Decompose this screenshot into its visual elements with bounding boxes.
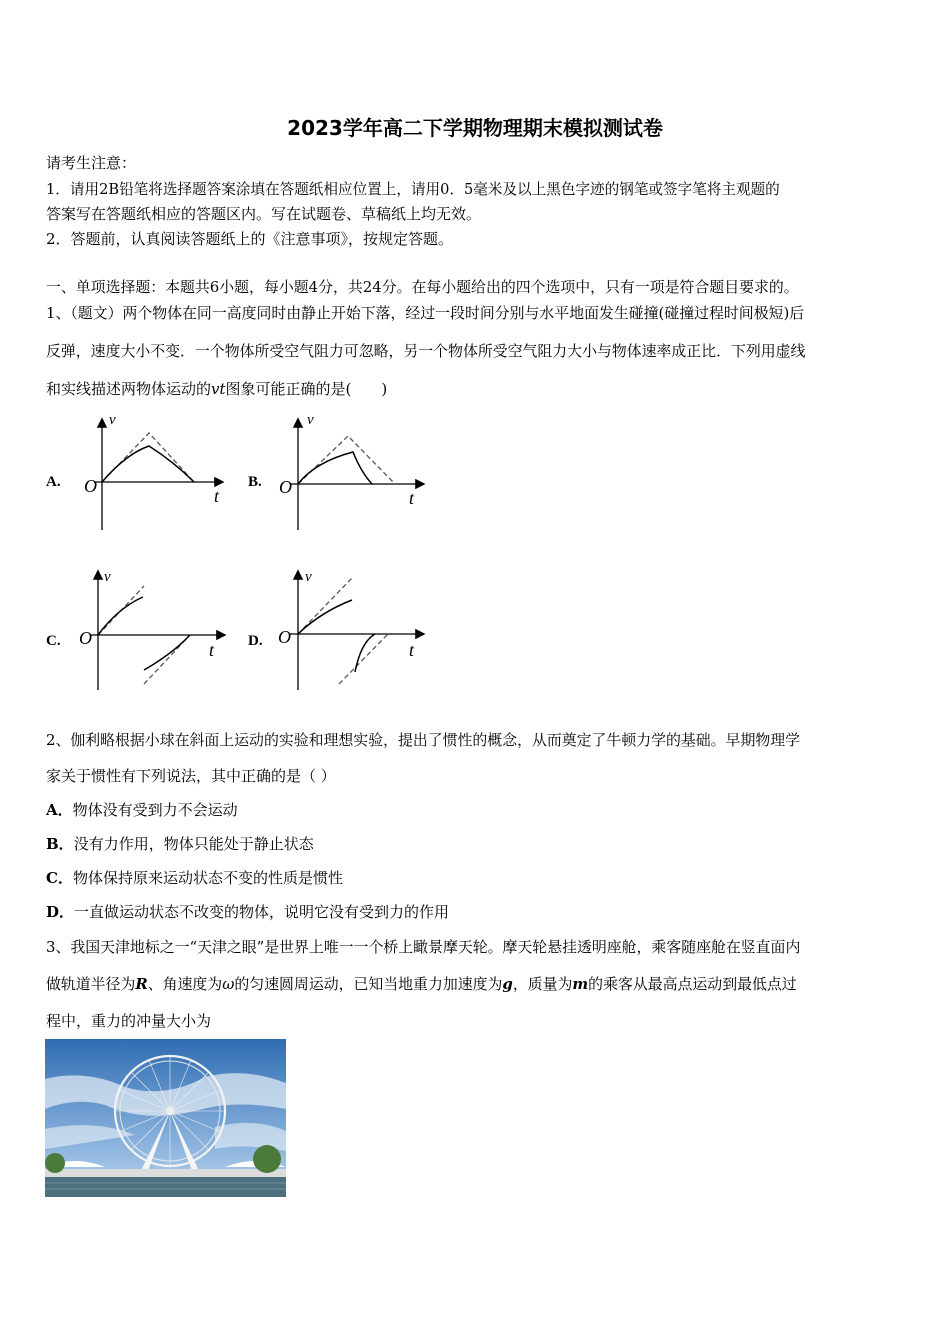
notice-heading: 请考生注意： bbox=[46, 154, 137, 172]
q1-line-3 bbox=[46, 378, 387, 399]
solid-line bbox=[102, 446, 194, 482]
tree bbox=[253, 1145, 281, 1173]
q3-text: 的乘客从最高点运动到最低点过 bbox=[588, 975, 797, 993]
option-letter: C． bbox=[46, 869, 73, 887]
dashed-line bbox=[298, 436, 395, 484]
option-text: 物体保持原来运动状态不变的性质是惯性 bbox=[72, 869, 343, 887]
v-axis-label: v bbox=[104, 569, 111, 585]
section-heading: 一、单项选择题：本题共6小题，每小题4分，共24分。在每小题给出的四个选项中，只有一项是符合题目要求的。 bbox=[46, 278, 799, 296]
q3-line-3: 程中，重力的冲量大小为 bbox=[46, 1012, 212, 1030]
var-omega: ω bbox=[222, 975, 235, 993]
q1-line-3a: 和实线描述两物体运动的 bbox=[46, 380, 212, 398]
option-text: 一直做运动状态不改变的物体，说明它没有受到力的作用 bbox=[74, 903, 450, 921]
option-a-label[interactable]: A. bbox=[46, 474, 61, 490]
q3-text: 、角速度为 bbox=[147, 975, 223, 993]
q1-line-1: 1、（题文）两个物体在同一高度同时由静止开始下落，经过一段时间分别与水平地面发生碰撞(碰撞过程时间极短)后 bbox=[46, 304, 805, 322]
option-c-label[interactable]: C. bbox=[46, 633, 61, 649]
q1-line-2: 反弹，速度大小不变．一个物体所受空气阻力可忽略，另一个物体所受空气阻力大小与物体速率成正比．下列用虚线 bbox=[46, 342, 806, 360]
origin-label: O bbox=[279, 477, 292, 497]
q1-line-3b: 图象可能正确的是( ) bbox=[225, 380, 388, 398]
var-g: g bbox=[502, 975, 513, 993]
origin-label: O bbox=[278, 627, 291, 647]
q2-option-d[interactable] bbox=[46, 901, 449, 922]
q3-line-1: 3、我国天津地标之一“天津之眼”是世界上唯一一个桥上瞰景摩天轮。摩天轮悬挂透明座舱，乘客随座舱在竖直面内 bbox=[46, 938, 801, 956]
t-axis-label: t bbox=[409, 488, 415, 508]
tianjin-eye-photo bbox=[45, 1039, 286, 1197]
solid-line-down bbox=[355, 634, 375, 672]
q3-line-2 bbox=[46, 973, 797, 994]
q2-option-a[interactable] bbox=[46, 799, 238, 820]
vt-variable: vt bbox=[211, 380, 226, 398]
graph-b bbox=[275, 410, 435, 535]
solid-line-up bbox=[298, 600, 352, 634]
notice-line-1: 1．请用2B铅笔将选择题答案涂填在答题纸相应位置上，请用0．5毫米及以上黑色字迹的钢笔或签字笔将主观题的 bbox=[46, 181, 780, 198]
t-axis-label: t bbox=[409, 640, 415, 660]
dashed-line bbox=[102, 433, 194, 482]
origin-label: O bbox=[84, 476, 97, 496]
origin-label: O bbox=[79, 628, 92, 648]
water bbox=[45, 1177, 286, 1197]
t-axis-label: t bbox=[209, 640, 215, 660]
q2-line-2: 家关于惯性有下列说法，其中正确的是（ ） bbox=[46, 767, 336, 785]
q2-line-1: 2、伽利略根据小球在斜面上运动的实验和理想实验，提出了惯性的概念，从而奠定了牛顿力学的基础。早期物理学 bbox=[46, 731, 801, 749]
v-axis-label: v bbox=[109, 412, 116, 428]
q2-option-c[interactable] bbox=[46, 867, 343, 888]
notice-line-2: 2．答题前，认真阅读答题纸上的《注意事项》，按规定答题。 bbox=[46, 230, 454, 248]
option-letter: B． bbox=[46, 835, 74, 853]
var-r: R bbox=[135, 975, 148, 993]
q3-text: 的匀速圆周运动，已知当地重力加速度为 bbox=[234, 975, 503, 993]
graph-a bbox=[76, 410, 236, 535]
option-b-label[interactable]: B. bbox=[248, 474, 262, 490]
dashed-line-up bbox=[298, 578, 352, 634]
v-axis-label: v bbox=[305, 569, 312, 585]
option-text: 物体没有受到力不会运动 bbox=[72, 801, 238, 819]
page-title: 2023学年高二下学期物理期末模拟测试卷 bbox=[287, 116, 663, 140]
solid-line-down bbox=[144, 635, 190, 670]
graph-d bbox=[275, 568, 435, 693]
q2-option-b[interactable] bbox=[46, 833, 314, 854]
option-text: 没有力作用，物体只能处于静止状态 bbox=[73, 835, 314, 853]
option-letter: D． bbox=[46, 903, 75, 921]
graph-c bbox=[76, 568, 236, 693]
solid-line bbox=[298, 452, 372, 484]
q3-text: 做轨道半径为 bbox=[46, 975, 136, 993]
option-d-label[interactable]: D. bbox=[248, 633, 263, 649]
dashed-line-down bbox=[339, 634, 388, 684]
bridge-deck bbox=[45, 1169, 286, 1177]
option-letter: A． bbox=[46, 801, 73, 819]
tree bbox=[45, 1153, 65, 1173]
var-m: m bbox=[572, 975, 589, 993]
q3-text: ，质量为 bbox=[512, 975, 573, 993]
v-axis-label: v bbox=[307, 412, 314, 428]
notice-line-1b: 答案写在答题纸相应的答题区内。写在试题卷、草稿纸上均无效。 bbox=[46, 205, 482, 223]
solid-line-up bbox=[98, 597, 143, 635]
t-axis-label: t bbox=[214, 486, 220, 506]
